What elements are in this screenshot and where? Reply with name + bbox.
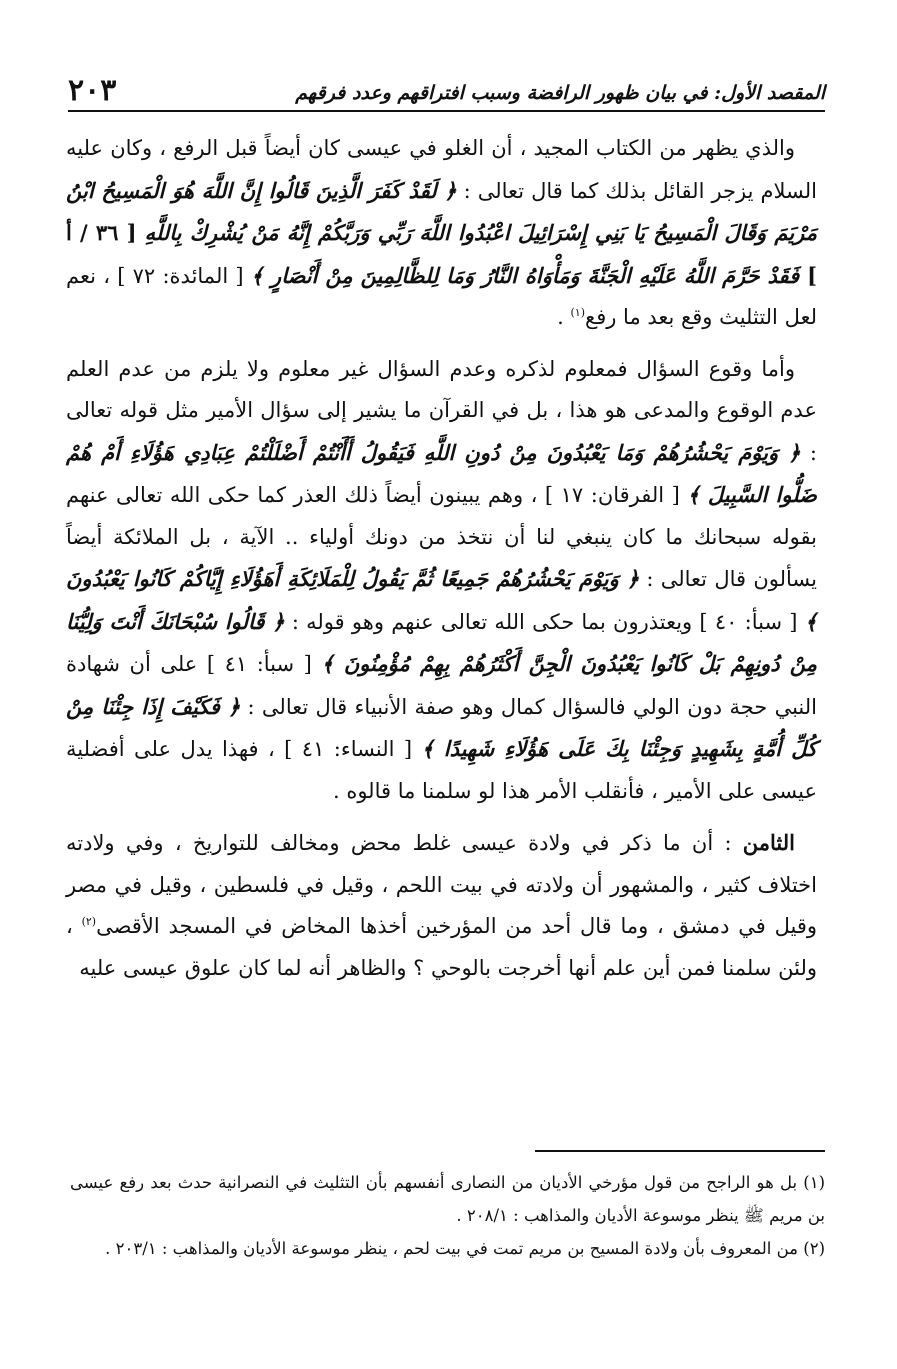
running-title: المقصد الأول: في بيان ظهور الرافضة وسبب افتراقهم وعدد فرقهم xyxy=(295,82,825,104)
paragraph-2-text-e: [ النساء: ٤١ ] ، فهذا يدل على أفضلية عيسى على الأمير ، فأنقلب الأمر هذا لو سلمنا ما قالوه . xyxy=(66,737,817,803)
paragraph-3-text-b: ، ولئن سلمنا فمن أين علم أنها أخرجت بالوحي ؟ والظاهر أنه لما كان علوق عيسى عليه xyxy=(66,914,817,980)
page-header xyxy=(68,70,825,112)
page-number: ٢٠٣ xyxy=(68,73,117,108)
manuscript-folio-marker: [ ٣٦ / أ ] xyxy=(66,220,818,288)
main-text xyxy=(66,128,817,999)
footnote-1: (١) بل هو الراجح من قول مؤرخي الأديان من النصارى أنفسهم بأن التثليث في النصرانية حدث بعد رفع عيسى بن مريم ﷺ ينظر موسوعة الأديان والمذاهب : ٢٠٨/١ . xyxy=(70,1173,825,1225)
paragraph-1-text-b: [ المائدة: ٧٢ ] ، نعم لعل التثليث وقع بعد ما رفع xyxy=(66,263,817,329)
quran-verse-saba-41: ﴿ قَالُوا سُبْحَانَكَ أَنْتَ وَلِيُّنَا مِنْ دُونِهِمْ بَلْ كَانُوا يَعْبُدُونَ الْجِنَّ أَكْثَرُهُمْ بِهِمْ مُؤْمِنُونَ ﴾ xyxy=(66,608,818,676)
paragraph-2-text-d: [ سبأ: ٤١ ] على أن شهادة النبي حجة دون الولي فالسؤال كمال وهو صفة الأنبياء قال تعالى : xyxy=(66,652,817,719)
quran-verse-nisa-41: ﴿ فَكَيْفَ إِذَا جِئْنَا مِنْ كُلِّ أُمَّةٍ بِشَهِيدٍ وَجِئْنَا بِكَ عَلَى هَؤُلَاءِ شَهِيدًا ﴾ xyxy=(66,693,818,761)
footnote-2: (٢) من المعروف بأن ولادة المسيح بن مريم تمت في بيت لحم ، ينظر موسوعة الأديان والمذاهب : ٢٠٣/١ . xyxy=(105,1239,825,1258)
footnote-ref-1: (١) xyxy=(570,306,586,319)
footnote-divider xyxy=(535,1150,825,1152)
paragraph-3 xyxy=(66,822,817,989)
paragraph-2 xyxy=(66,349,817,813)
paragraph-2-text-a: وأما وقوع السؤال فمعلوم لذكره وعدم السؤال غير معلوم ولا يلزم من عدم العلم عدم الوقوع والمدعى هو هذا ، بل في القرآن ما يشير إلى سؤال الأمير مثل قوله تعالى : xyxy=(66,356,817,465)
section-lead-eighth: الثامن xyxy=(742,830,795,855)
footnotes xyxy=(70,1166,825,1265)
quran-verse-saba-40: ﴿ وَيَوْمَ يَحْشُرُهُمْ جَمِيعًا ثُمَّ يَقُولُ لِلْمَلَائِكَةِ أَهَؤُلَاءِ إِيَّاكُمْ كَانُوا يَعْبُدُونَ ﴾ xyxy=(66,566,817,634)
quran-verse-maidah-72-part-1: ﴿ لَقَدْ كَفَرَ الَّذِينَ قَالُوا إِنَّ اللَّهَ هُوَ الْمَسِيحُ ابْنُ مَرْيَمَ وَقَالَ الْمَسِيحُ يَا بَنِي إِسْرَائِيلَ اعْبُدُوا اللَّهَ رَبِّي وَرَبَّكُمْ إِنَّهُ مَنْ يُشْرِكْ بِاللَّهِ xyxy=(66,177,817,245)
footnote-ref-2: (٢) xyxy=(81,915,97,928)
paragraph-2-text-b: [ الفرقان: ١٧ ] ، وهم يبينون أيضاً ذلك العذر كما حكى الله تعالى عنهم بقوله سبحانك ما كان ينبغي لنا أن نتخذ من دونك أولياء .. الآية ، بل الملائكة أيضاً يسألون قال تعالى : xyxy=(66,483,817,591)
paragraph-2-text-c: [ سبأ: ٤٠ ] ويعتذرون بما حكى الله تعالى عنهم وهو قوله : xyxy=(284,609,805,634)
quran-verse-maidah-72-part-2: فَقَدْ حَرَّمَ اللَّهُ عَلَيْهِ الْجَنَّةَ وَمَأْوَاهُ النَّارُ وَمَا لِلظَّالِمِينَ مِنْ أَنْصَارٍ ﴾ xyxy=(250,262,800,288)
paragraph-1 xyxy=(66,128,817,339)
paragraph-1-text-a: والذي يظهر من الكتاب المجيد ، أن الغلو في عيسى كان أيضاً قبل الرفع ، وكان عليه السلام يزجر القائل بذلك كما قال تعالى : xyxy=(66,136,818,203)
paragraph-1-text-c: . xyxy=(557,305,571,329)
quran-verse-furqan-17: ﴿ وَيَوْمَ يَحْشُرُهُمْ وَمَا يَعْبُدُونَ مِنْ دُونِ اللَّهِ فَيَقُولُ أَأَنْتُمْ أَضْلَلْتُمْ عِبَادِي هَؤُلَاءِ أَمْ هُمْ ضَلُّوا السَّبِيلَ ﴾ xyxy=(66,439,817,507)
paragraph-3-text-a: : أن ما ذكر في ولادة عيسى غلط محض ومخالف للتواريخ ، وفي ولادته اختلاف كثير ، والمشهور أن ولادته في بيت اللحم ، وقيل في فلسطين ، وقيل في مصر وقيل في دمشق ، وما قال أحد من المؤرخين أخذها المخاض في المسجد الأقصى xyxy=(66,831,817,938)
